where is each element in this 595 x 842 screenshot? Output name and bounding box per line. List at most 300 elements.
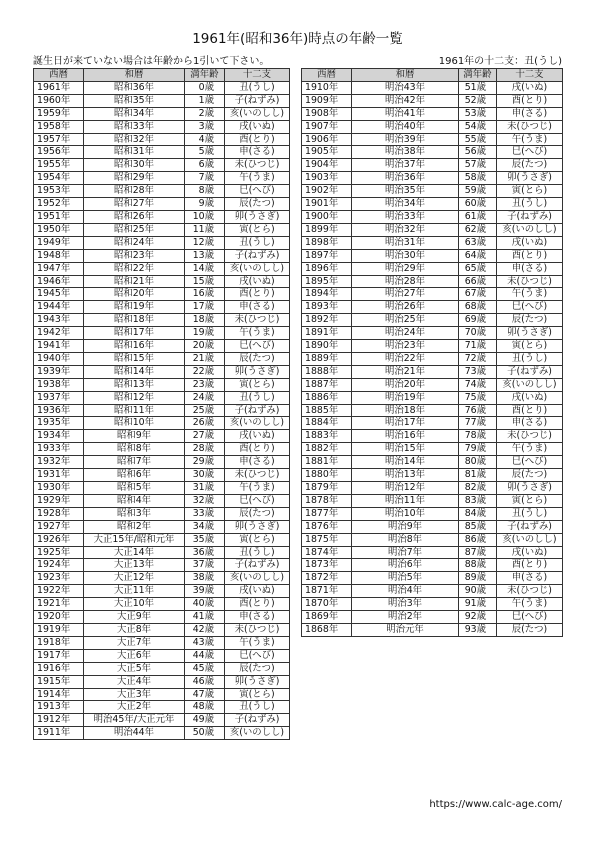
cell-age: 42歳 [185,623,225,636]
cell-eto: 酉(とり) [497,249,563,262]
cell-age: 43歳 [185,636,225,649]
cell-eto: 申(さる) [225,611,290,624]
cell-age: 11歳 [185,223,225,236]
cell-wareki: 大正9年 [84,611,185,624]
table-row [34,507,290,520]
cell-wareki: 明治41年 [352,107,459,120]
table-row [302,507,563,520]
cell-wareki: 明治18年 [352,404,459,417]
cell-age: 86歳 [459,533,497,546]
cell-wareki: 昭和36年 [84,81,185,94]
table-row [34,391,290,404]
cell-wareki: 明治元年 [352,623,459,636]
cell-wareki: 昭和33年 [84,120,185,133]
cell-age: 5歳 [185,146,225,159]
table-row [302,223,563,236]
cell-seireki: 1877年 [302,507,352,520]
cell-wareki: 昭和10年 [84,417,185,430]
cell-seireki: 1956年 [34,146,84,159]
cell-wareki: 明治16年 [352,430,459,443]
table-row [34,727,290,740]
cell-seireki: 1893年 [302,301,352,314]
cell-age: 13歳 [185,249,225,262]
table-row [302,288,563,301]
cell-wareki: 昭和18年 [84,314,185,327]
cell-age: 46歳 [185,675,225,688]
table-row [34,236,290,249]
cell-seireki: 1942年 [34,327,84,340]
cell-wareki: 昭和34年 [84,107,185,120]
cell-eto: 午(うま) [497,598,563,611]
cell-wareki: 昭和3年 [84,507,185,520]
cell-wareki: 大正2年 [84,701,185,714]
cell-seireki: 1889年 [302,352,352,365]
cell-seireki: 1933年 [34,443,84,456]
cell-wareki: 昭和15年 [84,352,185,365]
cell-age: 69歳 [459,314,497,327]
cell-wareki: 明治25年 [352,314,459,327]
cell-eto: 申(さる) [497,107,563,120]
cell-seireki: 1944年 [34,301,84,314]
cell-wareki: 昭和26年 [84,210,185,223]
cell-wareki: 明治2年 [352,611,459,624]
cell-age: 51歳 [459,81,497,94]
cell-wareki: 大正7年 [84,636,185,649]
cell-eto: 卯(うさぎ) [225,365,290,378]
cell-wareki: 昭和20年 [84,288,185,301]
page-title: 1961年(昭和36年)時点の年齢一覧 [192,31,403,47]
table-row [302,236,563,249]
cell-age: 25歳 [185,404,225,417]
cell-seireki: 1958年 [34,120,84,133]
cell-seireki: 1941年 [34,340,84,353]
cell-age: 68歳 [459,301,497,314]
table-row [34,482,290,495]
cell-wareki: 明治9年 [352,520,459,533]
cell-eto: 未(ひつじ) [225,159,290,172]
cell-wareki: 昭和19年 [84,301,185,314]
table-row [34,456,290,469]
cell-seireki: 1953年 [34,185,84,198]
cell-seireki: 1883年 [302,430,352,443]
cell-seireki: 1952年 [34,198,84,211]
cell-seireki: 1947年 [34,262,84,275]
table-row [34,146,290,159]
table-row [34,340,290,353]
cell-age: 40歳 [185,598,225,611]
cell-age: 59歳 [459,185,497,198]
table-row [302,185,563,198]
table-row [34,546,290,559]
cell-wareki: 明治20年 [352,378,459,391]
cell-seireki: 1905年 [302,146,352,159]
cell-age: 80歳 [459,456,497,469]
cell-eto: 亥(いのしし) [225,107,290,120]
cell-seireki: 1891年 [302,327,352,340]
cell-seireki: 1936年 [34,404,84,417]
cell-eto: 申(さる) [225,146,290,159]
cell-wareki: 大正3年 [84,688,185,701]
cell-age: 91歳 [459,598,497,611]
cell-age: 83歳 [459,494,497,507]
cell-age: 53歳 [459,107,497,120]
cell-wareki: 昭和11年 [84,404,185,417]
age-table-right-body [302,81,563,636]
cell-age: 9歳 [185,198,225,211]
cell-seireki: 1937年 [34,391,84,404]
cell-seireki: 1934年 [34,430,84,443]
table-row [34,301,290,314]
table-row [302,120,563,133]
cell-seireki: 1950年 [34,223,84,236]
cell-wareki: 大正11年 [84,585,185,598]
cell-wareki: 大正5年 [84,662,185,675]
cell-wareki: 昭和22年 [84,262,185,275]
cell-eto: 午(うま) [497,443,563,456]
cell-wareki: 明治28年 [352,275,459,288]
table-row [34,262,290,275]
cell-eto: 丑(うし) [225,391,290,404]
cell-eto: 子(ねずみ) [225,559,290,572]
cell-seireki: 1878年 [302,494,352,507]
cell-age: 76歳 [459,404,497,417]
cell-eto: 巳(へび) [497,146,563,159]
cell-age: 44歳 [185,649,225,662]
cell-eto: 戌(いぬ) [225,430,290,443]
cell-age: 90歳 [459,585,497,598]
table-row [302,172,563,185]
cell-eto: 寅(とら) [225,688,290,701]
table-row [34,494,290,507]
table-row [302,520,563,533]
table-row [34,714,290,727]
cell-wareki: 大正4年 [84,675,185,688]
cell-seireki: 1938年 [34,378,84,391]
cell-eto: 未(ひつじ) [225,623,290,636]
table-row [302,146,563,159]
table-row [302,365,563,378]
cell-eto: 酉(とり) [225,288,290,301]
cell-age: 47歳 [185,688,225,701]
zodiac-note: 1961年の十二支：丑(うし) [438,56,562,67]
cell-seireki: 1939年 [34,365,84,378]
table-row [302,262,563,275]
age-table-left [33,68,290,740]
cell-seireki: 1909年 [302,94,352,107]
cell-age: 79歳 [459,443,497,456]
header-eto: 十二支 [497,69,563,82]
cell-eto: 亥(いのしし) [497,378,563,391]
header-age: 満年齢 [185,69,225,82]
cell-eto: 申(さる) [497,572,563,585]
table-row [302,133,563,146]
cell-wareki: 明治15年 [352,443,459,456]
cell-seireki: 1916年 [34,662,84,675]
cell-seireki: 1917年 [34,649,84,662]
table-row [34,572,290,585]
cell-eto: 酉(とり) [225,133,290,146]
cell-wareki: 大正8年 [84,623,185,636]
cell-wareki: 昭和28年 [84,185,185,198]
table-row [34,520,290,533]
cell-wareki: 昭和25年 [84,223,185,236]
table-row [34,443,290,456]
cell-wareki: 明治36年 [352,172,459,185]
table-row [302,533,563,546]
cell-wareki: 明治40年 [352,120,459,133]
table-row [34,365,290,378]
cell-age: 35歳 [185,533,225,546]
cell-seireki: 1924年 [34,559,84,572]
cell-seireki: 1913年 [34,701,84,714]
cell-seireki: 1912年 [34,714,84,727]
cell-seireki: 1902年 [302,185,352,198]
cell-seireki: 1882年 [302,443,352,456]
table-row [34,198,290,211]
cell-eto: 未(ひつじ) [497,430,563,443]
cell-age: 37歳 [185,559,225,572]
cell-eto: 寅(とら) [225,533,290,546]
cell-eto: 寅(とら) [225,223,290,236]
table-row [34,701,290,714]
table-row [34,598,290,611]
cell-seireki: 1915年 [34,675,84,688]
table-row [34,185,290,198]
cell-eto: 辰(たつ) [497,314,563,327]
cell-seireki: 1906年 [302,133,352,146]
cell-wareki: 大正6年 [84,649,185,662]
cell-age: 12歳 [185,236,225,249]
cell-wareki: 明治13年 [352,469,459,482]
cell-age: 22歳 [185,365,225,378]
cell-eto: 亥(いのしし) [225,262,290,275]
cell-eto: 午(うま) [225,172,290,185]
header-seireki: 西暦 [302,69,352,82]
cell-eto: 酉(とり) [497,559,563,572]
cell-eto: 子(ねずみ) [497,365,563,378]
cell-age: 64歳 [459,249,497,262]
table-row [302,249,563,262]
cell-eto: 酉(とり) [497,94,563,107]
table-row [302,327,563,340]
cell-seireki: 1899年 [302,223,352,236]
cell-eto: 丑(うし) [225,236,290,249]
cell-seireki: 1949年 [34,236,84,249]
cell-eto: 戌(いぬ) [497,81,563,94]
cell-eto: 子(ねずみ) [225,404,290,417]
table-header-row [34,69,290,82]
cell-wareki: 昭和9年 [84,430,185,443]
table-row [302,443,563,456]
cell-eto: 子(ねずみ) [497,210,563,223]
cell-seireki: 1872年 [302,572,352,585]
table-row [302,623,563,636]
cell-age: 52歳 [459,94,497,107]
table-row [302,572,563,585]
cell-eto: 戌(いぬ) [225,120,290,133]
cell-seireki: 1923年 [34,572,84,585]
table-row [34,288,290,301]
cell-wareki: 昭和14年 [84,365,185,378]
cell-age: 73歳 [459,365,497,378]
cell-seireki: 1959年 [34,107,84,120]
cell-seireki: 1892年 [302,314,352,327]
table-row [34,314,290,327]
cell-age: 87歳 [459,546,497,559]
cell-wareki: 昭和17年 [84,327,185,340]
cell-wareki: 昭和30年 [84,159,185,172]
cell-age: 81歳 [459,469,497,482]
cell-age: 18歳 [185,314,225,327]
cell-eto: 辰(たつ) [497,469,563,482]
cell-age: 36歳 [185,546,225,559]
table-row [302,210,563,223]
cell-wareki: 明治12年 [352,482,459,495]
cell-seireki: 1929年 [34,494,84,507]
table-row [34,94,290,107]
header-eto: 十二支 [225,69,290,82]
cell-eto: 寅(とら) [497,185,563,198]
table-row [34,172,290,185]
cell-seireki: 1879年 [302,482,352,495]
cell-eto: 子(ねずみ) [225,714,290,727]
cell-seireki: 1874年 [302,546,352,559]
cell-eto: 未(ひつじ) [225,469,290,482]
cell-wareki: 明治29年 [352,262,459,275]
cell-seireki: 1887年 [302,378,352,391]
cell-age: 85歳 [459,520,497,533]
cell-age: 93歳 [459,623,497,636]
cell-seireki: 1955年 [34,159,84,172]
cell-seireki: 1876年 [302,520,352,533]
table-row [302,159,563,172]
table-row [34,210,290,223]
cell-age: 19歳 [185,327,225,340]
cell-age: 4歳 [185,133,225,146]
cell-wareki: 明治39年 [352,133,459,146]
cell-eto: 辰(たつ) [225,507,290,520]
cell-age: 49歳 [185,714,225,727]
cell-eto: 辰(たつ) [225,352,290,365]
cell-eto: 巳(へび) [225,340,290,353]
table-row [34,417,290,430]
cell-seireki: 1961年 [34,81,84,94]
table-row [302,469,563,482]
cell-eto: 亥(いのしし) [225,417,290,430]
cell-eto: 辰(たつ) [497,623,563,636]
cell-age: 74歳 [459,378,497,391]
footer-url[interactable]: https://www.calc-age.com/ [429,799,562,810]
cell-wareki: 昭和31年 [84,146,185,159]
cell-seireki: 1884年 [302,417,352,430]
cell-age: 17歳 [185,301,225,314]
cell-seireki: 1875年 [302,533,352,546]
cell-seireki: 1907年 [302,120,352,133]
cell-wareki: 明治42年 [352,94,459,107]
cell-eto: 亥(いのしし) [225,572,290,585]
cell-age: 84歳 [459,507,497,520]
cell-seireki: 1927年 [34,520,84,533]
cell-wareki: 明治45年/大正元年 [84,714,185,727]
table-row [34,469,290,482]
table-row [302,417,563,430]
cell-wareki: 明治11年 [352,494,459,507]
cell-age: 7歳 [185,172,225,185]
header-age: 満年齢 [459,69,497,82]
cell-eto: 巳(へび) [225,649,290,662]
cell-wareki: 明治35年 [352,185,459,198]
cell-wareki: 明治26年 [352,301,459,314]
cell-age: 34歳 [185,520,225,533]
cell-eto: 戌(いぬ) [225,275,290,288]
cell-seireki: 1930年 [34,482,84,495]
cell-seireki: 1871年 [302,585,352,598]
cell-eto: 卯(うさぎ) [497,172,563,185]
cell-wareki: 昭和13年 [84,378,185,391]
table-row [302,598,563,611]
cell-age: 41歳 [185,611,225,624]
cell-wareki: 昭和32年 [84,133,185,146]
table-row [34,611,290,624]
cell-seireki: 1886年 [302,391,352,404]
cell-seireki: 1935年 [34,417,84,430]
table-row [34,327,290,340]
cell-age: 32歳 [185,494,225,507]
cell-wareki: 大正15年/昭和元年 [84,533,185,546]
cell-seireki: 1948年 [34,249,84,262]
table-row [34,249,290,262]
cell-wareki: 明治19年 [352,391,459,404]
cell-eto: 丑(うし) [497,352,563,365]
table-row [302,404,563,417]
cell-wareki: 昭和5年 [84,482,185,495]
table-row [34,623,290,636]
cell-wareki: 明治7年 [352,546,459,559]
cell-wareki: 昭和27年 [84,198,185,211]
cell-seireki: 1888年 [302,365,352,378]
cell-age: 8歳 [185,185,225,198]
cell-wareki: 明治5年 [352,572,459,585]
cell-wareki: 明治27年 [352,288,459,301]
cell-wareki: 明治43年 [352,81,459,94]
cell-age: 15歳 [185,275,225,288]
cell-wareki: 明治21年 [352,365,459,378]
cell-age: 33歳 [185,507,225,520]
cell-seireki: 1922年 [34,585,84,598]
cell-seireki: 1946年 [34,275,84,288]
table-row [34,378,290,391]
table-row [34,662,290,675]
cell-seireki: 1901年 [302,198,352,211]
cell-eto: 酉(とり) [225,598,290,611]
cell-age: 39歳 [185,585,225,598]
cell-seireki: 1928年 [34,507,84,520]
table-row [34,107,290,120]
cell-seireki: 1904年 [302,159,352,172]
cell-age: 56歳 [459,146,497,159]
cell-seireki: 1945年 [34,288,84,301]
cell-age: 31歳 [185,482,225,495]
cell-seireki: 1951年 [34,210,84,223]
cell-eto: 午(うま) [225,482,290,495]
cell-eto: 亥(いのしし) [225,727,290,740]
cell-age: 63歳 [459,236,497,249]
cell-seireki: 1885年 [302,404,352,417]
cell-eto: 未(ひつじ) [225,314,290,327]
cell-seireki: 1880年 [302,469,352,482]
table-row [302,275,563,288]
cell-age: 50歳 [185,727,225,740]
